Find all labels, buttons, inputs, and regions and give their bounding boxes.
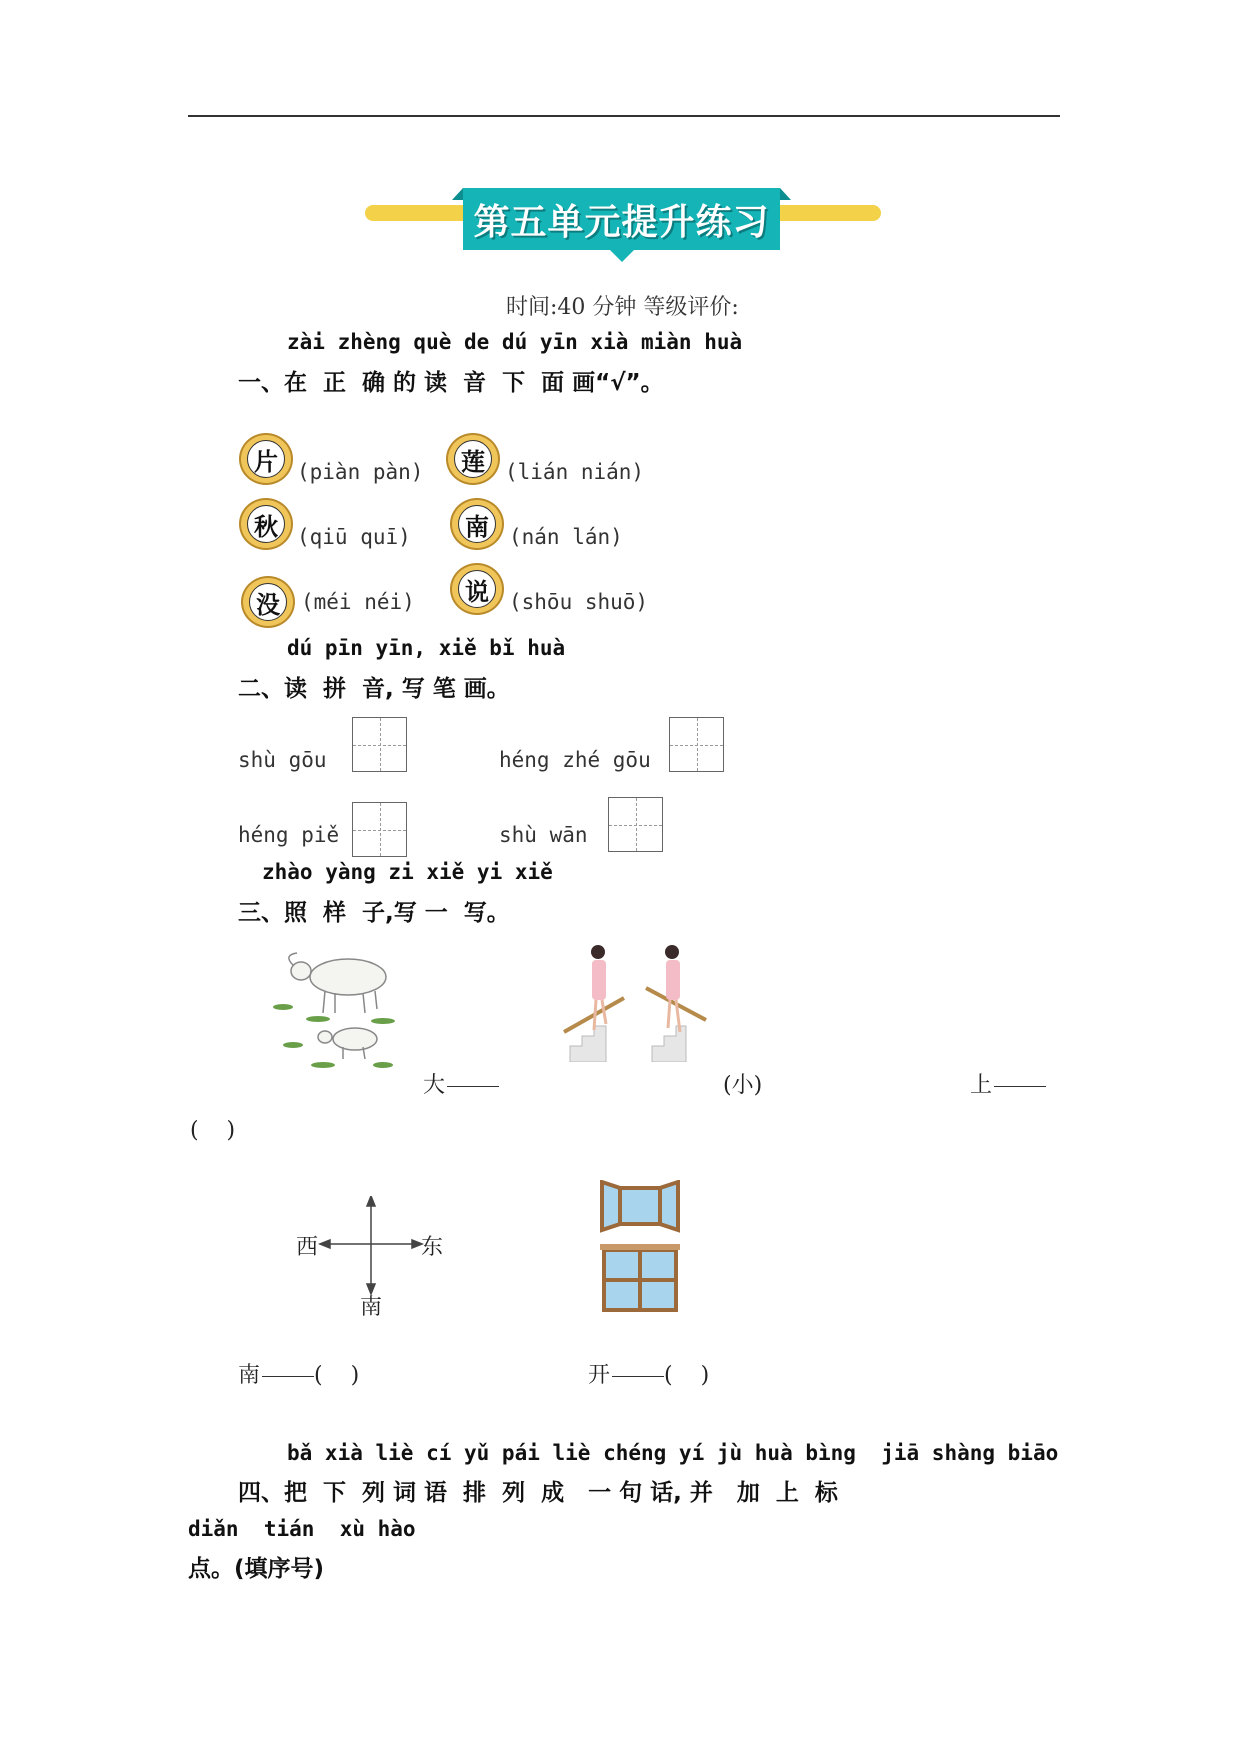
options-qiu[interactable]: (qiū quī): [297, 525, 411, 549]
girl-stairs-illustration: [560, 940, 710, 1062]
prompt-kai: 开 ( ): [588, 1363, 710, 1388]
stroke-label-hengpie: héng piě: [238, 823, 340, 847]
writing-box-shugou[interactable]: [352, 717, 407, 772]
char-badge-nan: 南: [450, 498, 504, 550]
banner-fold-left: [452, 188, 463, 200]
section3-pinyin: zhào yàng zi xiě yi xiě: [262, 860, 553, 884]
section4-heading-2: 点。(填序号): [188, 1556, 325, 1582]
section1-pinyin: zài zhèng què de dú yīn xià miàn huà: [287, 330, 743, 354]
options-nan[interactable]: (nán lán): [509, 525, 623, 549]
section1-heading: 一、在 正 确 的 读 音 下 面 画“√”。: [238, 370, 664, 396]
section3-heading: 三、照 样 子,写 一 写。: [238, 900, 510, 926]
compass-west: 西: [296, 1235, 319, 1260]
stroke-label-shuwan: shù wān: [499, 823, 588, 847]
sheep-illustration: [263, 947, 408, 1072]
writing-box-shuwan[interactable]: [608, 797, 663, 852]
header-rule: [188, 115, 1060, 117]
char-badge-mei: 没: [241, 576, 295, 628]
compass-south: 南: [360, 1295, 383, 1320]
char-badge-pian: 片: [239, 433, 293, 485]
prompt-nan: 南 ( ): [238, 1363, 360, 1388]
example-da: 大: [423, 1068, 499, 1099]
section4-heading: 四、把 下 列 词 语 排 列 成 一 句 话, 并 加 上 标: [238, 1480, 838, 1506]
compass-east: 东: [421, 1235, 444, 1260]
prompt-shang: 上: [970, 1068, 1046, 1099]
section4-pinyin: bǎ xià liè cí yǔ pái liè chéng yí jù huà bìng jiā shàng biāo: [287, 1441, 1059, 1465]
banner-title: 第五单元提升练习: [463, 188, 780, 250]
stroke-label-shugou: shù gōu: [238, 748, 327, 772]
window-illustration: [598, 1180, 682, 1320]
options-mei[interactable]: (méi néi): [301, 590, 415, 614]
writing-box-hengpie[interactable]: [352, 802, 407, 857]
section2-pinyin: dú pīn yīn, xiě bǐ huà: [287, 636, 566, 660]
char-badge-shuo: 说: [450, 563, 504, 615]
stroke-label-hengzhegou: héng zhé gōu: [499, 748, 651, 772]
options-shuo[interactable]: (shōu shuō): [509, 590, 649, 614]
section4-pinyin-2: diǎn tián xù hào: [188, 1517, 416, 1541]
answer-shang[interactable]: ( ): [190, 1118, 236, 1143]
writing-box-hengzhegou[interactable]: [669, 717, 724, 772]
section2-heading: 二、读 拼 音, 写 笔 画。: [238, 676, 510, 702]
options-lian[interactable]: (lián nián): [505, 460, 645, 484]
char-badge-qiu: 秋: [239, 498, 293, 550]
banner-fold-right: [780, 188, 791, 200]
example-xiao: (小): [723, 1073, 763, 1098]
char-badge-lian: 莲: [446, 433, 500, 485]
time-grade-line: 时间:40 分钟 等级评价:: [506, 295, 739, 320]
options-pian[interactable]: (piàn pàn): [297, 460, 424, 484]
